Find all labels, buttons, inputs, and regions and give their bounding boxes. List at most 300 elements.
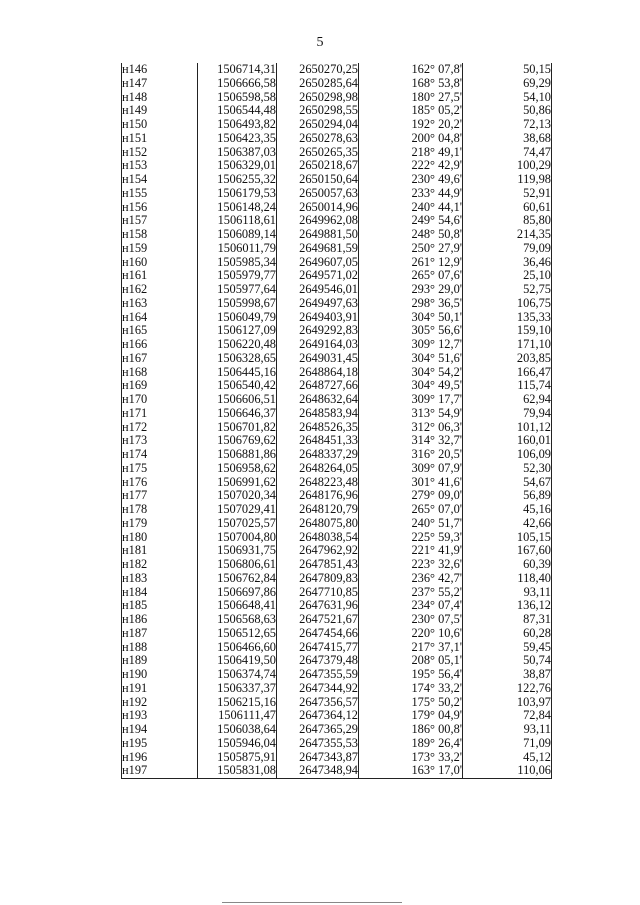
point-name-cell: н148	[122, 91, 198, 105]
table-row	[122, 366, 552, 380]
distance-cell: 62,94	[463, 393, 552, 407]
distance-cell: 106,09	[463, 448, 552, 462]
table-row	[122, 379, 552, 393]
distance-cell: 118,40	[463, 572, 552, 586]
table-row	[122, 558, 552, 572]
y-coordinate-cell: 2647809,83	[277, 572, 359, 586]
x-coordinate-cell: 1506337,37	[198, 682, 277, 696]
direction-angle-cell: 195° 56,4'	[359, 668, 463, 682]
y-coordinate-cell: 2647355,59	[277, 668, 359, 682]
table-row	[122, 159, 552, 173]
y-coordinate-cell: 2648075,80	[277, 517, 359, 531]
table-row	[122, 503, 552, 517]
x-coordinate-cell: 1506038,64	[198, 723, 277, 737]
y-coordinate-cell: 2647851,43	[277, 558, 359, 572]
point-name-cell: н157	[122, 214, 198, 228]
x-coordinate-cell: 1507029,41	[198, 503, 277, 517]
point-name-cell: н168	[122, 366, 198, 380]
direction-angle-cell: 304° 51,6'	[359, 352, 463, 366]
table-row	[122, 489, 552, 503]
point-name-cell: н150	[122, 118, 198, 132]
y-coordinate-cell: 2647415,77	[277, 641, 359, 655]
distance-cell: 56,89	[463, 489, 552, 503]
table-row	[122, 586, 552, 600]
direction-angle-cell: 200° 04,8'	[359, 132, 463, 146]
y-coordinate-cell: 2649546,01	[277, 283, 359, 297]
y-coordinate-cell: 2649292,83	[277, 324, 359, 338]
point-name-cell: н169	[122, 379, 198, 393]
distance-cell: 38,68	[463, 132, 552, 146]
table-row	[122, 599, 552, 613]
point-name-cell: н164	[122, 311, 198, 325]
distance-cell: 79,94	[463, 407, 552, 421]
direction-angle-cell: 305° 56,6'	[359, 324, 463, 338]
point-name-cell: н182	[122, 558, 198, 572]
table-row	[122, 91, 552, 105]
point-name-cell: н175	[122, 462, 198, 476]
direction-angle-cell: 301° 41,6'	[359, 476, 463, 490]
distance-cell: 101,12	[463, 421, 552, 435]
y-coordinate-cell: 2650265,35	[277, 146, 359, 160]
distance-cell: 54,10	[463, 91, 552, 105]
direction-angle-cell: 249° 54,6'	[359, 214, 463, 228]
direction-angle-cell: 186° 00,8'	[359, 723, 463, 737]
point-name-cell: н177	[122, 489, 198, 503]
point-name-cell: н152	[122, 146, 198, 160]
x-coordinate-cell: 1505946,04	[198, 737, 277, 751]
point-name-cell: н158	[122, 228, 198, 242]
y-coordinate-cell: 2650218,67	[277, 159, 359, 173]
x-coordinate-cell: 1505979,77	[198, 269, 277, 283]
x-coordinate-cell: 1505985,34	[198, 256, 277, 270]
direction-angle-cell: 174° 33,2'	[359, 682, 463, 696]
x-coordinate-cell: 1506387,03	[198, 146, 277, 160]
y-coordinate-cell: 2647355,53	[277, 737, 359, 751]
point-name-cell: н176	[122, 476, 198, 490]
point-name-cell: н185	[122, 599, 198, 613]
table-row	[122, 764, 552, 778]
y-coordinate-cell: 2648176,96	[277, 489, 359, 503]
y-coordinate-cell: 2647710,85	[277, 586, 359, 600]
table-row	[122, 407, 552, 421]
direction-angle-cell: 208° 05,1'	[359, 654, 463, 668]
direction-angle-cell: 316° 20,5'	[359, 448, 463, 462]
direction-angle-cell: 304° 54,2'	[359, 366, 463, 380]
point-name-cell: н194	[122, 723, 198, 737]
distance-cell: 103,97	[463, 696, 552, 710]
table-row	[122, 297, 552, 311]
table-row	[122, 476, 552, 490]
y-coordinate-cell: 2648451,33	[277, 434, 359, 448]
table-row	[122, 173, 552, 187]
table-row	[122, 627, 552, 641]
table-row	[122, 737, 552, 751]
direction-angle-cell: 233° 44,9'	[359, 187, 463, 201]
direction-angle-cell: 304° 49,5'	[359, 379, 463, 393]
table-row	[122, 751, 552, 765]
x-coordinate-cell: 1506423,35	[198, 132, 277, 146]
table-row	[122, 228, 552, 242]
distance-cell: 45,16	[463, 503, 552, 517]
direction-angle-cell: 230° 49,6'	[359, 173, 463, 187]
distance-cell: 52,75	[463, 283, 552, 297]
table-row	[122, 572, 552, 586]
table-row	[122, 201, 552, 215]
point-name-cell: н165	[122, 324, 198, 338]
direction-angle-cell: 217° 37,1'	[359, 641, 463, 655]
x-coordinate-cell: 1505875,91	[198, 751, 277, 765]
distance-cell: 119,98	[463, 173, 552, 187]
x-coordinate-cell: 1506666,58	[198, 77, 277, 91]
point-name-cell: н190	[122, 668, 198, 682]
point-name-cell: н188	[122, 641, 198, 655]
direction-angle-cell: 261° 12,9'	[359, 256, 463, 270]
x-coordinate-cell: 1506011,79	[198, 242, 277, 256]
x-coordinate-cell: 1506419,50	[198, 654, 277, 668]
table-row	[122, 531, 552, 545]
direction-angle-cell: 221° 41,9'	[359, 544, 463, 558]
x-coordinate-cell: 1506220,48	[198, 338, 277, 352]
y-coordinate-cell: 2647631,96	[277, 599, 359, 613]
table-row	[122, 214, 552, 228]
direction-angle-cell: 304° 50,1'	[359, 311, 463, 325]
distance-cell: 105,15	[463, 531, 552, 545]
point-name-cell: н154	[122, 173, 198, 187]
direction-angle-cell: 265° 07,0'	[359, 503, 463, 517]
x-coordinate-cell: 1506328,65	[198, 352, 277, 366]
footer-rule	[222, 902, 402, 903]
point-name-cell: н147	[122, 77, 198, 91]
distance-cell: 25,10	[463, 269, 552, 283]
table-row	[122, 668, 552, 682]
distance-cell: 159,10	[463, 324, 552, 338]
point-name-cell: н181	[122, 544, 198, 558]
distance-cell: 160,01	[463, 434, 552, 448]
table-row	[122, 352, 552, 366]
x-coordinate-cell: 1506646,37	[198, 407, 277, 421]
direction-angle-cell: 236° 42,7'	[359, 572, 463, 586]
x-coordinate-cell: 1506118,61	[198, 214, 277, 228]
table-row	[122, 104, 552, 118]
y-coordinate-cell: 2648337,29	[277, 448, 359, 462]
direction-angle-cell: 309° 07,9'	[359, 462, 463, 476]
y-coordinate-cell: 2649881,50	[277, 228, 359, 242]
direction-angle-cell: 192° 20,2'	[359, 118, 463, 132]
direction-angle-cell: 240° 51,7'	[359, 517, 463, 531]
y-coordinate-cell: 2650270,25	[277, 63, 359, 77]
direction-angle-cell: 179° 04,9'	[359, 709, 463, 723]
x-coordinate-cell: 1506806,61	[198, 558, 277, 572]
y-coordinate-cell: 2650014,96	[277, 201, 359, 215]
y-coordinate-cell: 2647364,12	[277, 709, 359, 723]
direction-angle-cell: 222° 42,9'	[359, 159, 463, 173]
table-row	[122, 462, 552, 476]
table-row	[122, 118, 552, 132]
table-row	[122, 324, 552, 338]
x-coordinate-cell: 1506958,62	[198, 462, 277, 476]
direction-angle-cell: 240° 44,1'	[359, 201, 463, 215]
x-coordinate-cell: 1506466,60	[198, 641, 277, 655]
table-row	[122, 723, 552, 737]
table-row	[122, 187, 552, 201]
y-coordinate-cell: 2647379,48	[277, 654, 359, 668]
table-row	[122, 641, 552, 655]
y-coordinate-cell: 2648526,35	[277, 421, 359, 435]
point-name-cell: н153	[122, 159, 198, 173]
distance-cell: 166,47	[463, 366, 552, 380]
distance-cell: 115,74	[463, 379, 552, 393]
x-coordinate-cell: 1506493,82	[198, 118, 277, 132]
direction-angle-cell: 163° 17,0'	[359, 764, 463, 778]
distance-cell: 50,15	[463, 63, 552, 77]
distance-cell: 52,91	[463, 187, 552, 201]
y-coordinate-cell: 2649571,02	[277, 269, 359, 283]
point-name-cell: н187	[122, 627, 198, 641]
point-name-cell: н146	[122, 63, 198, 77]
distance-cell: 60,61	[463, 201, 552, 215]
point-name-cell: н170	[122, 393, 198, 407]
y-coordinate-cell: 2648120,79	[277, 503, 359, 517]
y-coordinate-cell: 2647521,67	[277, 613, 359, 627]
y-coordinate-cell: 2647962,92	[277, 544, 359, 558]
direction-angle-cell: 309° 17,7'	[359, 393, 463, 407]
distance-cell: 136,12	[463, 599, 552, 613]
table-row	[122, 613, 552, 627]
distance-cell: 79,09	[463, 242, 552, 256]
y-coordinate-cell: 2649403,91	[277, 311, 359, 325]
x-coordinate-cell: 1506544,48	[198, 104, 277, 118]
distance-cell: 50,74	[463, 654, 552, 668]
x-coordinate-cell: 1506991,62	[198, 476, 277, 490]
direction-angle-cell: 309° 12,7'	[359, 338, 463, 352]
distance-cell: 69,29	[463, 77, 552, 91]
distance-cell: 203,85	[463, 352, 552, 366]
direction-angle-cell: 162° 07,8'	[359, 63, 463, 77]
x-coordinate-cell: 1506215,16	[198, 696, 277, 710]
point-name-cell: н151	[122, 132, 198, 146]
x-coordinate-cell: 1505831,08	[198, 764, 277, 778]
point-name-cell: н166	[122, 338, 198, 352]
direction-angle-cell: 298° 36,5'	[359, 297, 463, 311]
coordinates-table	[121, 63, 552, 779]
point-name-cell: н149	[122, 104, 198, 118]
point-name-cell: н163	[122, 297, 198, 311]
distance-cell: 60,28	[463, 627, 552, 641]
page-number: 5	[316, 35, 324, 50]
x-coordinate-cell: 1506049,79	[198, 311, 277, 325]
y-coordinate-cell: 2650057,63	[277, 187, 359, 201]
table-row	[122, 77, 552, 91]
point-name-cell: н162	[122, 283, 198, 297]
table-row	[122, 421, 552, 435]
table-row	[122, 682, 552, 696]
distance-cell: 214,35	[463, 228, 552, 242]
y-coordinate-cell: 2649962,08	[277, 214, 359, 228]
table-row	[122, 393, 552, 407]
direction-angle-cell: 313° 54,9'	[359, 407, 463, 421]
y-coordinate-cell: 2647454,66	[277, 627, 359, 641]
y-coordinate-cell: 2647343,87	[277, 751, 359, 765]
x-coordinate-cell: 1506089,14	[198, 228, 277, 242]
x-coordinate-cell: 1507025,57	[198, 517, 277, 531]
direction-angle-cell: 175° 50,2'	[359, 696, 463, 710]
distance-cell: 54,67	[463, 476, 552, 490]
y-coordinate-cell: 2649607,05	[277, 256, 359, 270]
distance-cell: 72,84	[463, 709, 552, 723]
distance-cell: 122,76	[463, 682, 552, 696]
x-coordinate-cell: 1506127,09	[198, 324, 277, 338]
x-coordinate-cell: 1506606,51	[198, 393, 277, 407]
point-name-cell: н156	[122, 201, 198, 215]
point-name-cell: н184	[122, 586, 198, 600]
direction-angle-cell: 180° 27,5'	[359, 91, 463, 105]
direction-angle-cell: 168° 53,8'	[359, 77, 463, 91]
point-name-cell: н159	[122, 242, 198, 256]
coordinates-table-body	[122, 63, 552, 779]
x-coordinate-cell: 1506111,47	[198, 709, 277, 723]
x-coordinate-cell: 1505998,67	[198, 297, 277, 311]
point-name-cell: н183	[122, 572, 198, 586]
y-coordinate-cell: 2650298,55	[277, 104, 359, 118]
x-coordinate-cell: 1506762,84	[198, 572, 277, 586]
y-coordinate-cell: 2649164,03	[277, 338, 359, 352]
table-row	[122, 654, 552, 668]
table-row	[122, 63, 552, 77]
y-coordinate-cell: 2650298,98	[277, 91, 359, 105]
distance-cell: 36,46	[463, 256, 552, 270]
point-name-cell: н189	[122, 654, 198, 668]
direction-angle-cell: 314° 32,7'	[359, 434, 463, 448]
direction-angle-cell: 225° 59,3'	[359, 531, 463, 545]
x-coordinate-cell: 1506374,74	[198, 668, 277, 682]
distance-cell: 52,30	[463, 462, 552, 476]
y-coordinate-cell: 2647356,57	[277, 696, 359, 710]
point-name-cell: н160	[122, 256, 198, 270]
distance-cell: 100,29	[463, 159, 552, 173]
y-coordinate-cell: 2647348,94	[277, 764, 359, 778]
x-coordinate-cell: 1506931,75	[198, 544, 277, 558]
table-row	[122, 256, 552, 270]
x-coordinate-cell: 1506540,42	[198, 379, 277, 393]
point-name-cell: н167	[122, 352, 198, 366]
x-coordinate-cell: 1507020,34	[198, 489, 277, 503]
distance-cell: 42,66	[463, 517, 552, 531]
x-coordinate-cell: 1506697,86	[198, 586, 277, 600]
x-coordinate-cell: 1507004,80	[198, 531, 277, 545]
distance-cell: 38,87	[463, 668, 552, 682]
y-coordinate-cell: 2650285,64	[277, 77, 359, 91]
point-name-cell: н193	[122, 709, 198, 723]
direction-angle-cell: 223° 32,6'	[359, 558, 463, 572]
y-coordinate-cell: 2648864,18	[277, 366, 359, 380]
y-coordinate-cell: 2648038,54	[277, 531, 359, 545]
distance-cell: 171,10	[463, 338, 552, 352]
y-coordinate-cell: 2647344,92	[277, 682, 359, 696]
distance-cell: 60,39	[463, 558, 552, 572]
x-coordinate-cell: 1506701,82	[198, 421, 277, 435]
x-coordinate-cell: 1506179,53	[198, 187, 277, 201]
y-coordinate-cell: 2648264,05	[277, 462, 359, 476]
distance-cell: 85,80	[463, 214, 552, 228]
x-coordinate-cell: 1505977,64	[198, 283, 277, 297]
table-row	[122, 338, 552, 352]
x-coordinate-cell: 1506598,58	[198, 91, 277, 105]
distance-cell: 93,11	[463, 586, 552, 600]
x-coordinate-cell: 1506445,16	[198, 366, 277, 380]
table-row	[122, 311, 552, 325]
table-row	[122, 146, 552, 160]
point-name-cell: н172	[122, 421, 198, 435]
direction-angle-cell: 234° 07,4'	[359, 599, 463, 613]
distance-cell: 106,75	[463, 297, 552, 311]
y-coordinate-cell: 2648727,66	[277, 379, 359, 393]
y-coordinate-cell: 2648632,64	[277, 393, 359, 407]
direction-angle-cell: 312° 06,3'	[359, 421, 463, 435]
distance-cell: 71,09	[463, 737, 552, 751]
direction-angle-cell: 189° 26,4'	[359, 737, 463, 751]
table-row	[122, 132, 552, 146]
y-coordinate-cell: 2650150,64	[277, 173, 359, 187]
x-coordinate-cell: 1506769,62	[198, 434, 277, 448]
distance-cell: 87,31	[463, 613, 552, 627]
y-coordinate-cell: 2650278,63	[277, 132, 359, 146]
point-name-cell: н161	[122, 269, 198, 283]
x-coordinate-cell: 1506568,63	[198, 613, 277, 627]
direction-angle-cell: 173° 33,2'	[359, 751, 463, 765]
point-name-cell: н195	[122, 737, 198, 751]
direction-angle-cell: 248° 50,8'	[359, 228, 463, 242]
x-coordinate-cell: 1506512,65	[198, 627, 277, 641]
point-name-cell: н155	[122, 187, 198, 201]
direction-angle-cell: 279° 09,0'	[359, 489, 463, 503]
direction-angle-cell: 218° 49,1'	[359, 146, 463, 160]
point-name-cell: н196	[122, 751, 198, 765]
x-coordinate-cell: 1506881,86	[198, 448, 277, 462]
distance-cell: 93,11	[463, 723, 552, 737]
point-name-cell: н197	[122, 764, 198, 778]
point-name-cell: н174	[122, 448, 198, 462]
y-coordinate-cell: 2649681,59	[277, 242, 359, 256]
distance-cell: 72,13	[463, 118, 552, 132]
direction-angle-cell: 250° 27,9'	[359, 242, 463, 256]
table-row	[122, 709, 552, 723]
x-coordinate-cell: 1506148,24	[198, 201, 277, 215]
direction-angle-cell: 220° 10,6'	[359, 627, 463, 641]
point-name-cell: н186	[122, 613, 198, 627]
direction-angle-cell: 237° 55,2'	[359, 586, 463, 600]
direction-angle-cell: 293° 29,0'	[359, 283, 463, 297]
direction-angle-cell: 185° 05,2'	[359, 104, 463, 118]
y-coordinate-cell: 2649497,63	[277, 297, 359, 311]
point-name-cell: н173	[122, 434, 198, 448]
direction-angle-cell: 265° 07,6'	[359, 269, 463, 283]
distance-cell: 110,06	[463, 764, 552, 778]
table-row	[122, 448, 552, 462]
table-row	[122, 283, 552, 297]
table-row	[122, 696, 552, 710]
distance-cell: 167,60	[463, 544, 552, 558]
table-row	[122, 242, 552, 256]
point-name-cell: н192	[122, 696, 198, 710]
y-coordinate-cell: 2647365,29	[277, 723, 359, 737]
x-coordinate-cell: 1506714,31	[198, 63, 277, 77]
coordinates-table-container	[121, 63, 552, 779]
x-coordinate-cell: 1506329,01	[198, 159, 277, 173]
table-row	[122, 269, 552, 283]
point-name-cell: н191	[122, 682, 198, 696]
table-row	[122, 544, 552, 558]
distance-cell: 74,47	[463, 146, 552, 160]
